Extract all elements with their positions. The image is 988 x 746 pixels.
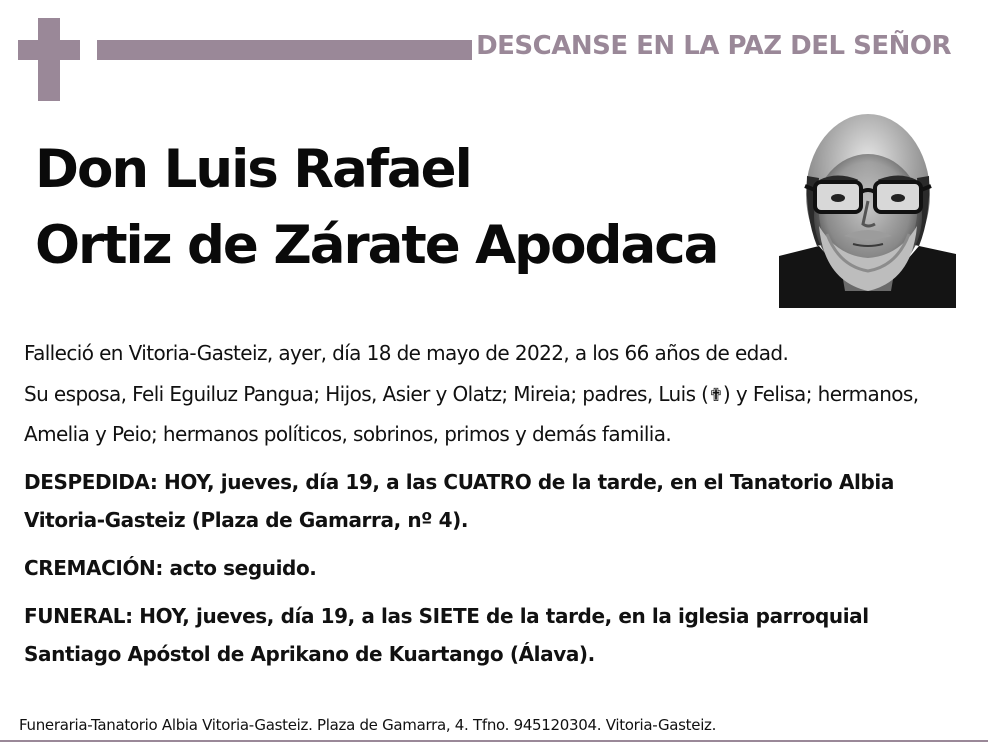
- header-divider-bar: [97, 40, 472, 60]
- family-list: [24, 375, 969, 453]
- death-notice: Falleció en Vitoria-Gasteiz, ayer, día 18 de mayo de 2022, a los 66 años de edad.: [24, 341, 789, 365]
- deceased-name: [35, 132, 775, 284]
- cremation-notice: CREMACIÓN: acto seguido.: [24, 556, 317, 580]
- family-list-part1: Su esposa, Feli Eguiluz Pangua; Hijos, Asier y Olatz; Mireia; padres, Luis (: [24, 382, 709, 406]
- deceased-name-line1: Don Luis Rafael: [35, 139, 471, 200]
- portrait-photo: [779, 106, 956, 308]
- deceased-cross-icon: ✟: [708, 385, 723, 406]
- farewell-notice: DESPEDIDA: HOY, jueves, día 19, a las CUATRO de la tarde, en el Tanatorio Albia Vitoria-Gasteiz (Plaza de Gamarra, nº 4).: [24, 470, 894, 532]
- footer-divider-line: [0, 740, 988, 742]
- deceased-name-line2: Ortiz de Zárate Apodaca: [35, 215, 718, 276]
- cross-horizontal-bar: [18, 40, 80, 60]
- portrait-illustration: [779, 106, 956, 308]
- funeral-home-info: Funeraria-Tanatorio Albia Vitoria-Gasteiz. Plaza de Gamarra, 4. Tfno. 945120304. Vitoria-Gasteiz.: [19, 716, 717, 734]
- funeral-notice: FUNERAL: HOY, jueves, día 19, a las SIETE de la tarde, en la iglesia parroquial Santiago Apóstol de Aprikano de Kuartango (Álava).: [24, 604, 869, 666]
- announcement-body: [24, 334, 969, 683]
- header-motto: DESCANSE EN LA PAZ DEL SEÑOR: [476, 31, 951, 61]
- family-list-part2: ) y Felisa; hermanos, Amelia y Peio; hermanos políticos, sobrinos, primos y demás familia.: [24, 382, 919, 446]
